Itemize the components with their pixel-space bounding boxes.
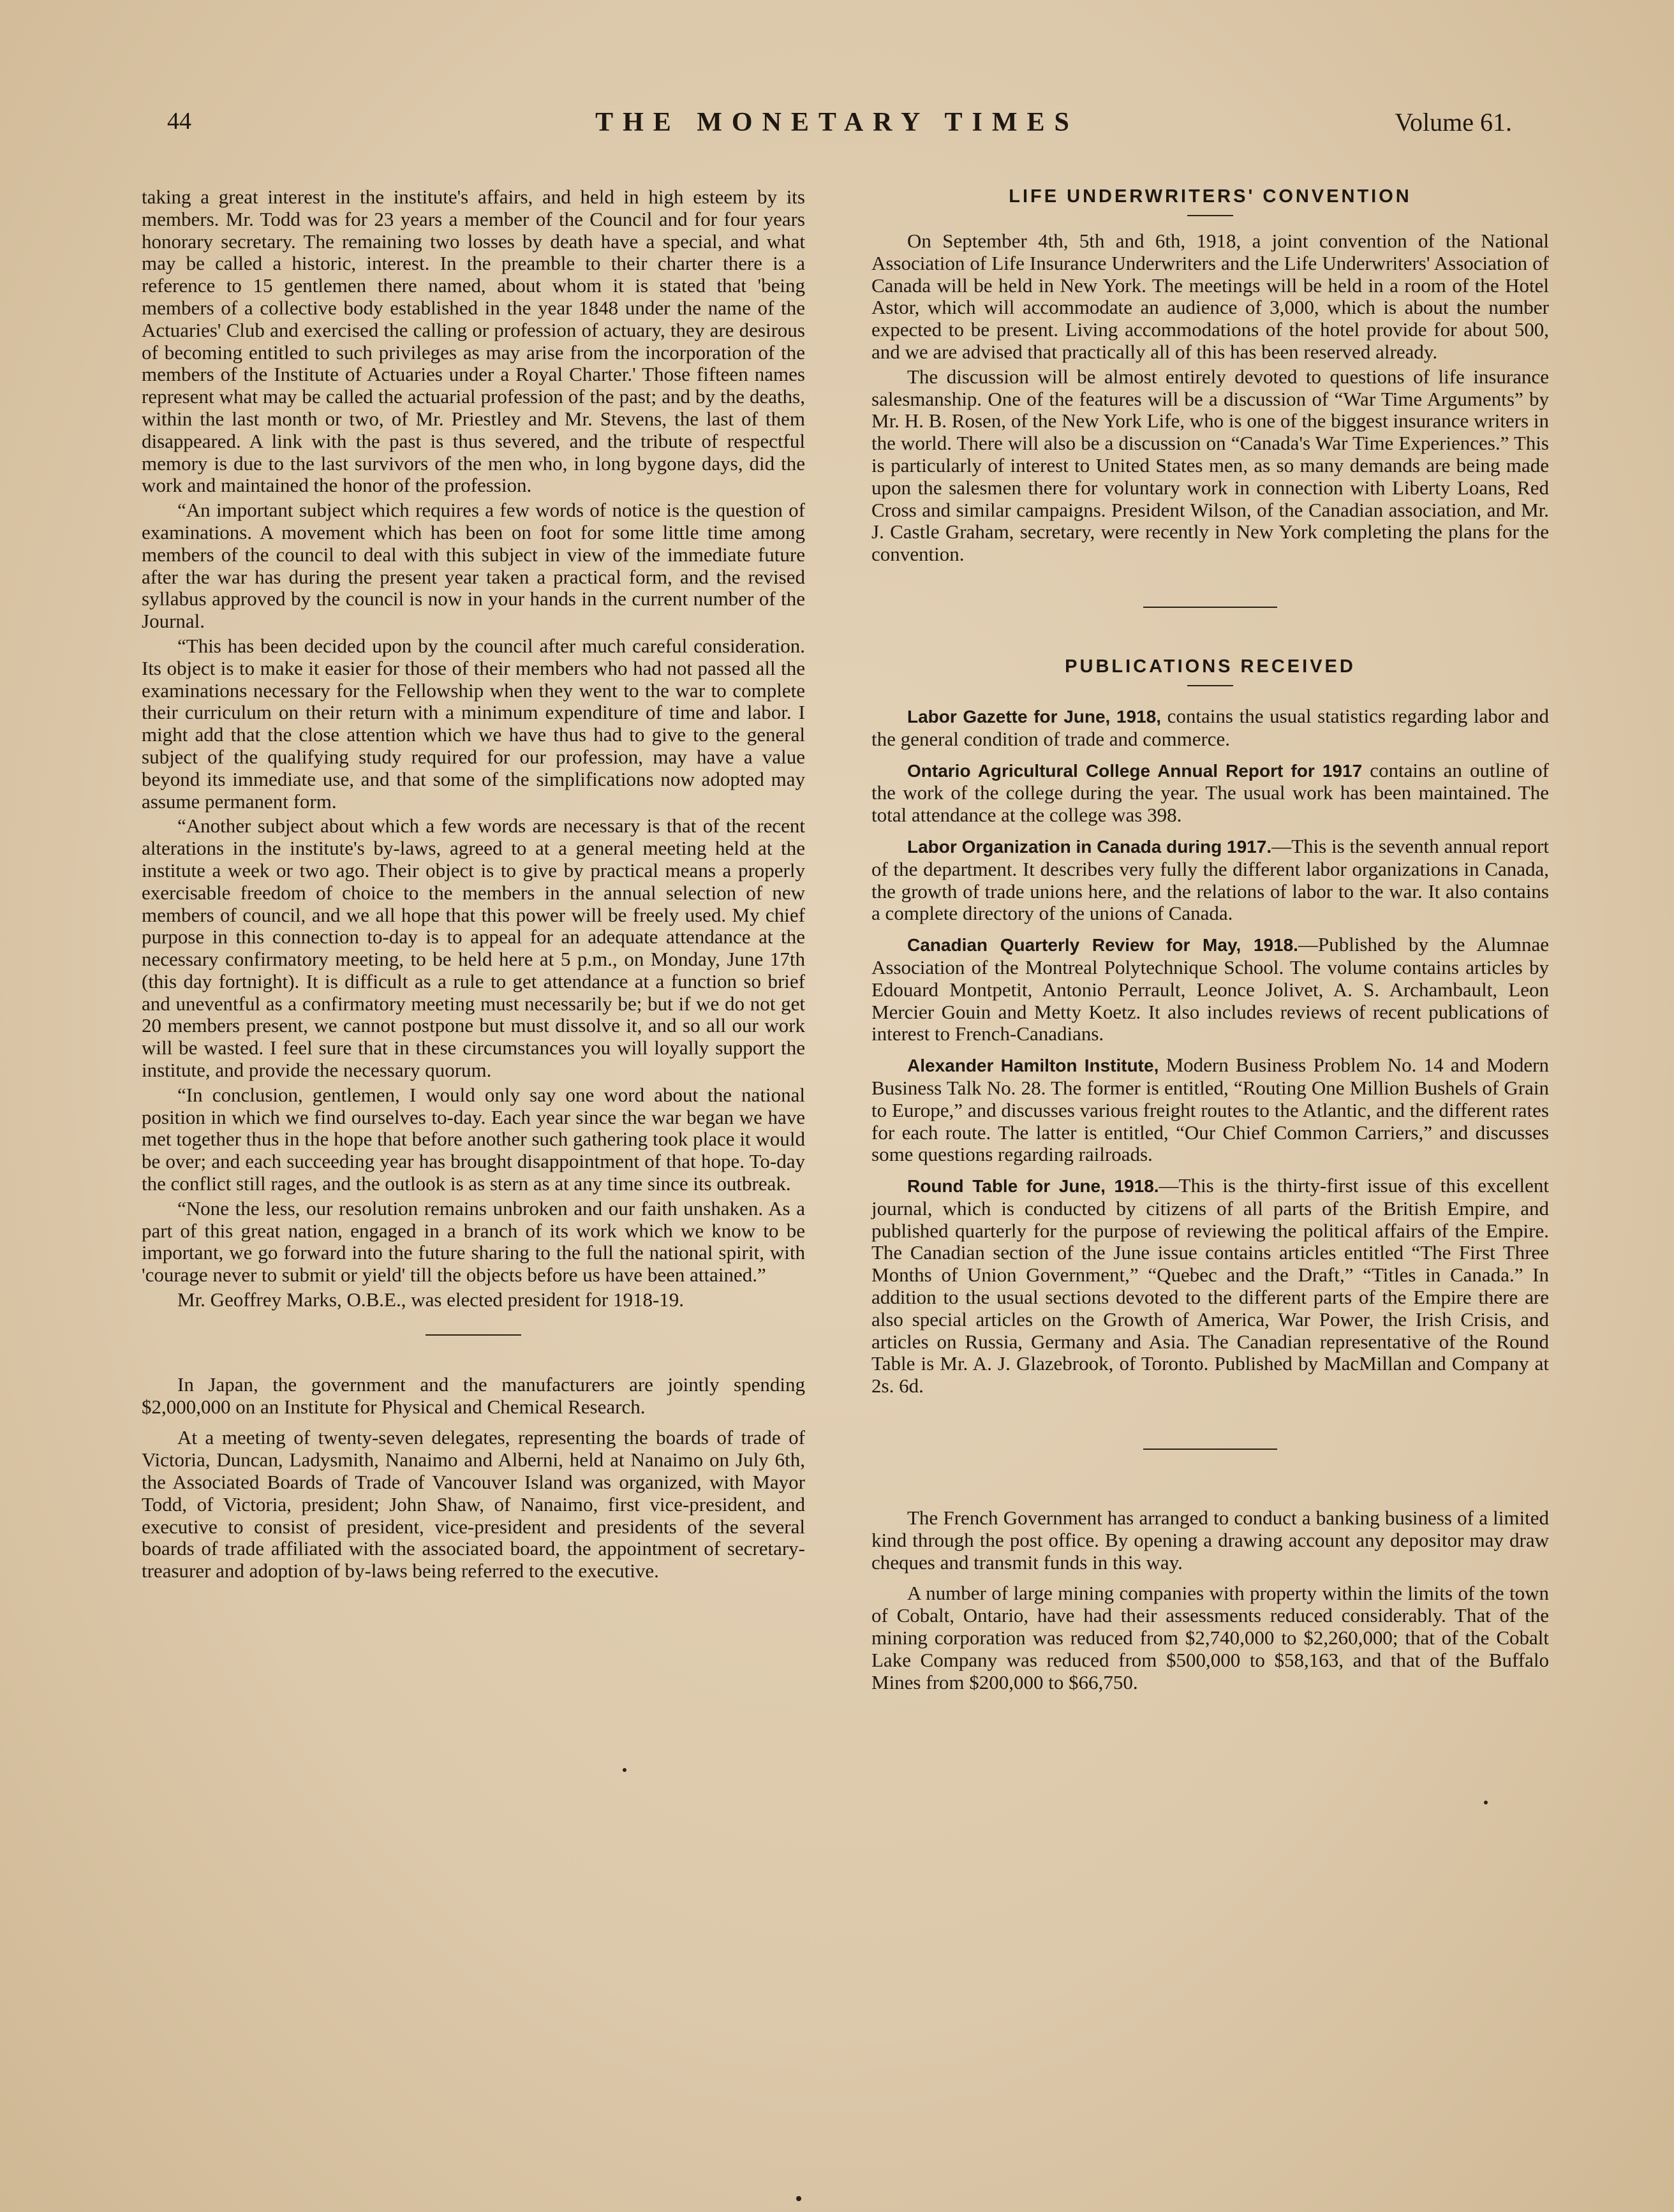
institute-paragraph-2: “An important subject which requires a few words of notice is the question of examinations. A movement which has been on foot for some little time among members of the council to deal with this subject in view of the immediate future after the war has during the present year taken a practical form, and the revised syllabus approved by the council is now in your hands in the current number of the Journal. — [142, 499, 805, 633]
institute-paragraph-3: “This has been decided upon by the council after much careful consideration. Its object is to make it easier for those of their members who had not passed all the examinations necessary for the Fellowship when they went to the war to complete their curriculum on their return with a minimum expenditure of time and labor. I might add that the close attention which we have thus had to give to the general subject of the qualifying study required for our profession, may have a value beyond its immediate use, and that some of the simplifications now adopted may assume permanent form. — [142, 634, 805, 813]
right-column — [871, 186, 1549, 1693]
publication-item — [871, 836, 1549, 925]
publications-heading: PUBLICATIONS RECEIVED — [1065, 656, 1356, 677]
convention-paragraph-2: The discussion will be almost entirely devoted to questions of life insurance salesmanship. One of the features will be a discussion of “War Time Arguments” by Mr. H. B. Rosen, of the New York Life, who is one of the biggest insurance writers in the world. There will also be a discussion on “Canada's War Time Experiences.” This is particularly of interest to United States men, as so many demands are being made upon the salesmen there for voluntary work in connection with Liberty Loans, Red Cross and similar campaigns. President Wilson, of the Canadian association, and Mr. J. Castle Graham, secretary, were recently in New York completing the plans for the convention. — [871, 365, 1549, 566]
publication-description: contains an outline of the work of the college during the year. The usual work has been maintained. The total attendance at the college was 398. — [871, 758, 1549, 827]
publication-title: Labor Organization in Canada during 1917. — [907, 836, 1272, 857]
section-divider — [1143, 1449, 1277, 1450]
heading-rule — [1187, 685, 1233, 686]
volume-label: Volume 61. — [1395, 108, 1512, 136]
publication-title: Canadian Quarterly Review for May, 1918. — [907, 935, 1298, 955]
institute-paragraph-6: “None the less, our resolution remains unbroken and our faith unshaken. As a part of this great nation, engaged in a branch of its work which we know to be important, we go forward into the future sharing to the full the national spirit, with 'courage never to submit or yield' till the objects before us have been attained.” — [142, 1197, 805, 1287]
publication-title: Alexander Hamilton Institute, — [907, 1056, 1159, 1076]
left-column — [142, 186, 805, 1582]
publication-description: —This is the seventh annual report of the department. It describes very fully the different labor organizations in Canada, the growth of trade unions here, and the relations of labor to the war. It also contains a complete directory of the unions of Canada. — [871, 834, 1549, 925]
publication-title: THE MONETARY TIMES — [595, 108, 1079, 137]
publication-item — [871, 1175, 1549, 1397]
institute-paragraph-1: taking a great interest in the institute's affairs, and held in high esteem by its members. Mr. Todd was for 23 years a member of the Council and for four years honorary secretary. The remaining two losses by death have a special, and what may be called a historic, interest. In the preamble to their charter there is a reference to 15 gentlemen there named, about whom it is stated that 'being members of a collective body established in the year 1848 under the name of the Actuaries' Club and exercised the calling or profession of actuary, they are desirous of becoming entitled to such privileges as may arise from the incorporation of the members of the Institute of Actuaries under a Royal Charter.' Those fifteen names represent what may be called the actuarial profession of the past; and by the deaths, within the last month or two, of Mr. Priestley and Mr. Stevens, the last of them disappeared. A link with the past is thus severed, and the tribute of respectful memory is due to the last survivors of the men who, in long bygone days, did the work and maintained the honor of the profession. — [142, 186, 805, 497]
boards-of-trade-paragraph: At a meeting of twenty-seven delegates, representing the boards of trade of Victoria, Duncan, Ladysmith, Nanaimo and Alberni, held at Nanaimo on July 6th, the Associated Boards of Trade of Vancouver Island was organized, with Mayor Todd, of Victoria, president; John Shaw, of Nanaimo, first vice-president, and executive to consist of president, vice-president and presidents of the several boards of trade affiliated with the associated board, the appointment of secretary-treasurer and adoption of by-laws being referred to the executive. — [142, 1426, 805, 1582]
president-elected-paragraph: Mr. Geoffrey Marks, O.B.E., was elected president for 1918-19. — [177, 1288, 685, 1311]
institute-paragraph-4: “Another subject about which a few words are necessary is that of the recent alterations in the institute's by-laws, agreed to at a general meeting held at the institute a week or two ago. Their object is to give by practical means a properly exercisable freedom of choice to the members in the annual selection of new members of council, and we all hope that this power will be freely used. My chief purpose in this connection to-day is to appeal for an adequate attendance at the necessary confirmatory meeting, to be held here at 5 p.m., on Monday, June 17th (this day fortnight). It is difficult as a rule to get attendance at a function so brief and uneventful as a confirmatory meeting must necessarily be; but if we do not get 20 members present, we cannot postpone but must dissolve it, and so all our work will be wasted. I feel sure that in these circumstances you will loyally support the institute, and provide the necessary quorum. — [142, 815, 805, 1082]
section-divider — [1143, 607, 1277, 608]
heading-rule — [1187, 215, 1233, 216]
japan-institute-paragraph: In Japan, the government and the manufacturers are jointly spending $2,000,000 on an Institute for Physical and Chemical Research. — [142, 1373, 805, 1418]
print-speck — [1484, 1801, 1488, 1804]
publication-title: Labor Gazette for June, 1918, — [907, 706, 1162, 726]
publication-item — [871, 1054, 1549, 1166]
section-divider — [426, 1334, 521, 1336]
print-speck — [623, 1768, 626, 1772]
publication-title: Round Table for June, 1918. — [907, 1176, 1159, 1197]
french-banking-paragraph: The French Government has arranged to conduct a banking business of a limited kind through the post office. By opening a drawing account any depositor may draw cheques and transmit funds in this way. — [871, 1507, 1549, 1574]
convention-paragraph-1: On September 4th, 5th and 6th, 1918, a joint convention of the National Association of Life Insurance Underwriters and the Life Underwriters' Association of Canada will be held in New York. The meetings will be held in a room of the Hotel Astor, which will accommodate an audience of 3,000, which is about the number expected to be present. Living accommodations of the hotel provide for about 500, and we are advised that practically all of this has been reserved already. — [871, 230, 1549, 363]
print-speck — [796, 2196, 801, 2201]
publication-description: —Published by the Alumnae Association of the Montreal Polytechnique School. The volume contains articles by Edouard Montpetit, Antonio Perrault, Leonce Jolivet, A. S. Archambault, Leon Mercier Gouin and Metty Koetz. It also includes reviews of recent publications of interest to French-Canadians. — [871, 933, 1549, 1045]
publication-description: —This is the thirty-first issue of this excellent journal, which is conducted by citizens of all parts of the British Empire, and published quarterly for the purpose of reviewing the political affairs of the Empire. The Canadian section of the June issue contains articles entitled “The First Three Months of Union Government,” “Quebec and the Draft,” “Titles in Canada.” In addition to the usual sections devoted to the different parts of the Empire there are also special articles on the Growth of America, War Power, the Irish Crisis, and articles on Russia, Germany and Asia. The Canadian representative of the Round Table is Mr. A. J. Glazebrook, of Toronto. Published by MacMillan and Company at 2s. 6d. — [871, 1174, 1549, 1397]
cobalt-mining-paragraph: A number of large mining companies with property within the limits of the town of Cobalt, Ontario, have had their assessments reduced considerably. That of the mining corporation was reduced from $2,740,000 to $2,260,000; that of the Cobalt Lake Company was reduced from $500,000 to $58,163, and that of the Buffalo Mines from $200,000 to $66,750. — [871, 1582, 1549, 1693]
convention-heading: LIFE UNDERWRITERS' CONVENTION — [1009, 186, 1412, 207]
publication-item — [871, 934, 1549, 1045]
publication-description: Modern Business Problem No. 14 and Modern Business Talk No. 28. The former is entitled, “Routing One Million Bushels of Grain to Europe,” and discusses various freight routes to the Atlantic, and the different rates for each route. The latter is entitled, “Our Chief Common Carriers,” and discusses some questions regarding railroads. — [871, 1054, 1549, 1166]
page-number: 44 — [167, 108, 191, 135]
publication-title: Ontario Agricultural College Annual Report for 1917 — [907, 760, 1363, 781]
publication-description: contains the usual statistics regarding labor and the general condition of trade and commerce. — [871, 704, 1549, 750]
publication-item — [871, 760, 1549, 827]
institute-paragraph-5: “In conclusion, gentlemen, I would only say one word about the national position in which we find ourselves to-day. Each year since the war began we have met together thus in the hope that before another such gathering took place it would be over; and each succeeding year has brought disappointment of that hope. To-day the conflict still rages, and the outlook is as stern as at any time since its outbreak. — [142, 1083, 805, 1195]
publication-item — [871, 705, 1549, 751]
page-header — [0, 107, 1674, 152]
